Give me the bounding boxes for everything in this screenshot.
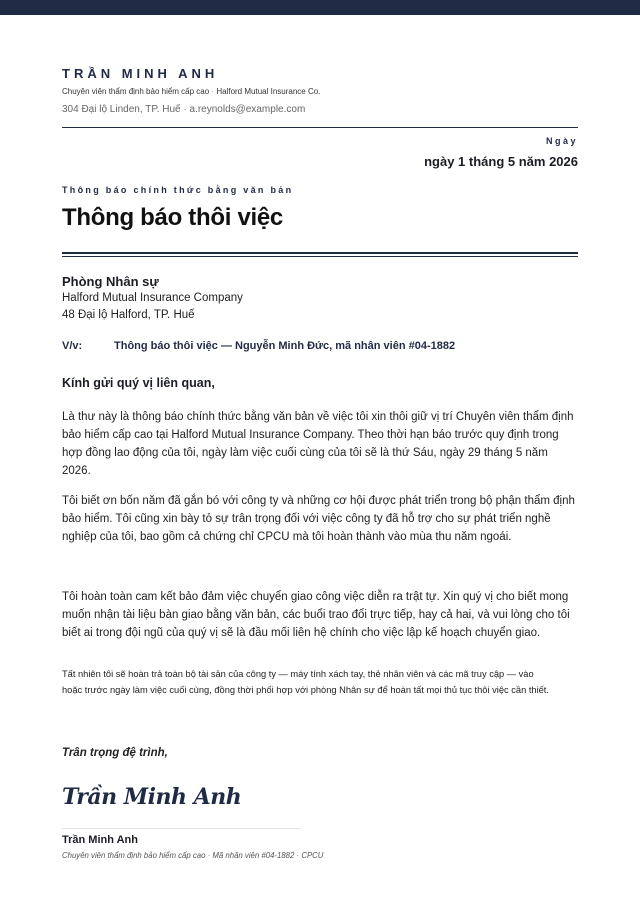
subject-label: V/v: [62,340,83,352]
sender-company: Halford Mutual Insurance Co. [216,87,321,96]
note-line: Tất nhiên tôi sẽ hoàn trả toàn bộ tài sản của công ty — máy tính xách tay, thẻ nhân viên và các mã truy cập — vào [62,669,534,679]
page-title: Thông báo thôi việc [62,204,283,231]
sender-name: TRẦN MINH ANH [62,66,219,81]
note-line: hoặc trước ngày làm việc cuối cùng, đồng thời phối hợp với phòng Nhân sự để hoàn tất mọi thủ tục thôi việc cần thiết. [62,685,549,695]
closing-phrase: Trân trọng đệ trình, [62,747,168,759]
separator: · [207,851,211,860]
signer-credential: CPCU [301,851,324,860]
recipient-name: Phòng Nhân sự [62,274,159,289]
paragraph-line: bảo hiểm cấp cao tại Halford Mutual Insurance Company. Theo thời hạn báo trước quy định trong [62,429,559,441]
title-divider-thin [62,256,578,257]
signer-employee-id: Mã nhân viên #04-1882 [212,851,295,860]
header-accent-bar [0,0,640,15]
subject-value: Thông báo thôi việc — Nguyễn Minh Đức, mã nhân viên #04-1882 [114,340,456,352]
recipient-company: Halford Mutual Insurance Company [62,292,243,304]
salutation: Kính gửi quý vị liên quan, [62,376,215,390]
paragraph-line: bảo hiểm. Tôi cũng xin bày tỏ sự trân trọng đối với việc công ty đã hỗ trợ cho sự phát triển nghề [62,513,551,525]
paragraph-line: Tôi hoàn toàn cam kết bảo đảm việc chuyển giao công việc diễn ra trật tự. Xin quý vị cho biết mong [62,591,569,603]
header-divider [62,127,578,128]
signer-name: Trần Minh Anh [62,834,138,846]
sender-email[interactable]: a.reynolds@example.com [189,104,306,115]
handwritten-signature: Trần Minh Anh [62,784,242,810]
sender-contact-line [62,104,305,115]
separator: · [211,87,215,96]
notice-label: Thông báo chính thức bằng văn bản [62,185,294,195]
sender-address: 304 Đại lộ Linden, TP. Huế [62,104,181,115]
signature-divider [62,828,300,829]
date-label: Ngày [545,136,578,146]
title-divider-thick [62,252,578,254]
paragraph-line: muốn nhận tài liệu bàn giao bằng văn bản, các buổi trao đổi trực tiếp, hay cả hai, và vui lòng cho tôi [62,609,570,621]
paragraph-line: biết ai trong đội ngũ của quý vị sẽ là đầu mối liên hệ chính cho việc lập kế hoạch chuyển giao. [62,627,541,639]
signer-meta-line [62,851,323,860]
body-paragraph-1 [62,408,582,480]
body-paragraph-2 [62,492,582,546]
date-value: ngày 1 tháng 5 năm 2026 [424,154,578,169]
paragraph-line: Tôi biết ơn bốn năm đã gắn bó với công ty và những cơ hội được phát triển trong bộ phận thẩm định [62,495,575,507]
sender-role-line [62,87,320,96]
sender-role: Chuyên viên thẩm định bảo hiểm cấp cao [62,87,210,96]
body-paragraph-3 [62,588,582,642]
separator: · [183,104,187,115]
signer-title: Chuyên viên thẩm định bảo hiểm cấp cao [62,851,206,860]
separator: · [296,851,300,860]
paragraph-line: hợp đồng lao động của tôi, ngày làm việc cuối cùng của tôi sẽ là thứ Sáu, ngày 29 tháng 5 năm [62,447,548,459]
closing-note [62,666,582,698]
recipient-address: 48 Đại lộ Halford, TP. Huế [62,309,195,321]
paragraph-line: Là thư này là thông báo chính thức bằng văn bản về việc tôi xin thôi giữ vị trí Chuyên viên thẩm định [62,411,574,423]
paragraph-line: nghiệp của tôi, bao gồm cả chứng chỉ CPCU mà tôi hoàn thành vào mùa thu năm ngoái. [62,531,512,543]
paragraph-line: 2026. [62,465,91,477]
